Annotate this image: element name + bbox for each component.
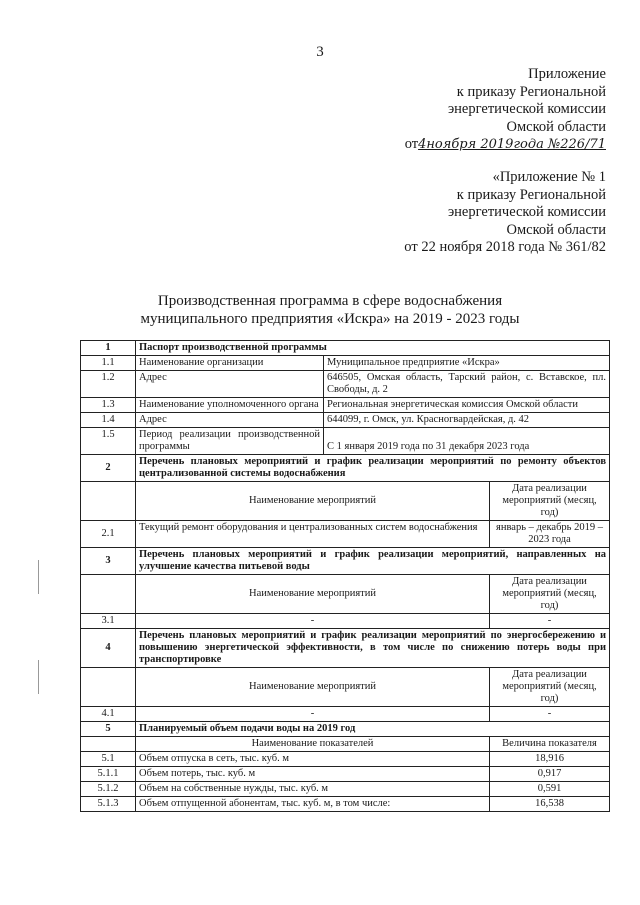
title-line: муниципального предприятия «Искра» на 2019 - 2023 годы (140, 311, 520, 327)
appendix-line: «Приложение № 1 (492, 169, 606, 185)
row-value: 644099, г. Омск, ул. Красногвардейская, д. 42 (324, 413, 610, 428)
indicator-value: 16,538 (490, 797, 610, 812)
row-number: 5.1.3 (81, 797, 136, 812)
table-row (81, 428, 610, 455)
section-title: Перечень плановых мероприятий и график реализации мероприятий, направленных на улучшение качества питьевой воды (136, 548, 610, 575)
row-number: 4.1 (81, 707, 136, 722)
row-number: 5.1 (81, 752, 136, 767)
row-key: Период реализации производственной программы (136, 428, 324, 455)
appendix-block (404, 169, 606, 257)
approval-block (405, 66, 606, 154)
table-row (81, 782, 610, 797)
column-header-events: Наименование мероприятий (136, 482, 490, 521)
column-header-value: Величина показателя (490, 737, 610, 752)
row-key: Адрес (136, 413, 324, 428)
event-name: Текущий ремонт оборудования и централизованных систем водоснабжения (136, 521, 490, 548)
table-row (81, 398, 610, 413)
section-number: 5 (81, 722, 136, 737)
event-name: - (136, 707, 490, 722)
appendix-line: Омской области (506, 221, 606, 238)
empty-cell (81, 482, 136, 521)
table-row (81, 767, 610, 782)
approval-line: энергетической комиссии (447, 101, 606, 117)
appendix-line: энергетической комиссии (447, 204, 606, 220)
section-header-row (81, 629, 610, 668)
handwritten-order-number: 4ноября 2019года №226/71 (418, 137, 606, 152)
column-header-events: Наименование мероприятий (136, 575, 490, 614)
section-header-row (81, 722, 610, 737)
title-line: Производственная программа в сфере водоснабжения (157, 293, 503, 309)
indicator-name: Объем отпущенной абонентам, тыс. куб. м, в том числе: (136, 797, 490, 812)
empty-cell (81, 668, 136, 707)
event-date: - (490, 707, 610, 722)
row-key: Адрес (136, 371, 324, 398)
indicator-value: 0,591 (490, 782, 610, 797)
indicator-value: 0,917 (490, 767, 610, 782)
approval-ref-prefix: от (404, 136, 419, 152)
empty-cell (81, 575, 136, 614)
table-row (81, 356, 610, 371)
row-number: 1.3 (81, 398, 136, 413)
section-title: Перечень плановых мероприятий и график реализации мероприятий по ремонту объектов централизованной системы водоснабжения (136, 455, 610, 482)
column-header-date: Дата реализации мероприятий (месяц, год) (490, 668, 610, 707)
column-header-row (81, 482, 610, 521)
table-row (81, 413, 610, 428)
table-row (81, 707, 610, 722)
appendix-line: к приказу Региональной (456, 186, 606, 203)
column-header-date: Дата реализации мероприятий (месяц, год) (490, 482, 610, 521)
section-number: 3 (81, 548, 136, 575)
row-number: 1.4 (81, 413, 136, 428)
section-number: 2 (81, 455, 136, 482)
section-header-row (81, 341, 610, 356)
section-title: Паспорт производственной программы (136, 341, 610, 356)
indicator-name: Объем отпуска в сеть, тыс. куб. м (136, 752, 490, 767)
table-row (81, 521, 610, 548)
table-row (81, 371, 610, 398)
column-header-events: Наименование мероприятий (136, 668, 490, 707)
table-row (81, 614, 610, 629)
indicator-name: Объем на собственные нужды, тыс. куб. м (136, 782, 490, 797)
event-name: - (136, 614, 490, 629)
section-header-row (81, 548, 610, 575)
appendix-line: от 22 ноября 2018 года № 361/82 (404, 239, 606, 255)
section-title: Перечень плановых мероприятий и график реализации мероприятий по энергосбережению и повышению энергетической эффективности, в том числе по снижению потерь воды при транспортировке (136, 629, 610, 668)
approval-reference (405, 136, 606, 154)
event-date: январь – декабрь 2019 – 2023 года (490, 521, 610, 548)
column-header-indicator: Наименование показателей (136, 737, 490, 752)
column-header-row (81, 575, 610, 614)
row-number: 1.5 (81, 428, 136, 455)
section-number: 4 (81, 629, 136, 668)
row-key: Наименование организации (136, 356, 324, 371)
scan-margin-mark (38, 560, 42, 594)
row-number: 2.1 (81, 521, 136, 548)
section-header-row (81, 455, 610, 482)
row-value: С 1 января 2019 года по 31 декабря 2023 года (324, 428, 610, 455)
production-program-table (80, 340, 610, 812)
row-number: 3.1 (81, 614, 136, 629)
document-title (40, 292, 620, 328)
indicator-value: 18,916 (490, 752, 610, 767)
row-value: 646505, Омская область, Тарский район, с. Вставское, пл. Свободы, д. 2 (324, 371, 610, 398)
page-number: 3 (316, 44, 324, 60)
column-header-row (81, 737, 610, 752)
row-key: Наименование уполномоченного органа (136, 398, 324, 413)
table-row (81, 752, 610, 767)
approval-line: к приказу Региональной (456, 83, 606, 100)
event-date: - (490, 614, 610, 629)
indicator-name: Объем потерь, тыс. куб. м (136, 767, 490, 782)
approval-line: Омской области (506, 118, 606, 135)
empty-cell (81, 737, 136, 752)
column-header-date: Дата реализации мероприятий (месяц, год) (490, 575, 610, 614)
section-title: Планируемый объем подачи воды на 2019 год (136, 722, 610, 737)
section-number: 1 (81, 341, 136, 356)
table-row (81, 797, 610, 812)
column-header-row (81, 668, 610, 707)
row-value: Региональная энергетическая комиссия Омской области (324, 398, 610, 413)
row-number: 5.1.2 (81, 782, 136, 797)
row-number: 1.2 (81, 371, 136, 398)
row-value: Муниципальное предприятие «Искра» (324, 356, 610, 371)
scan-margin-mark (38, 660, 42, 694)
approval-line: Приложение (528, 66, 606, 82)
row-number: 5.1.1 (81, 767, 136, 782)
row-number: 1.1 (81, 356, 136, 371)
